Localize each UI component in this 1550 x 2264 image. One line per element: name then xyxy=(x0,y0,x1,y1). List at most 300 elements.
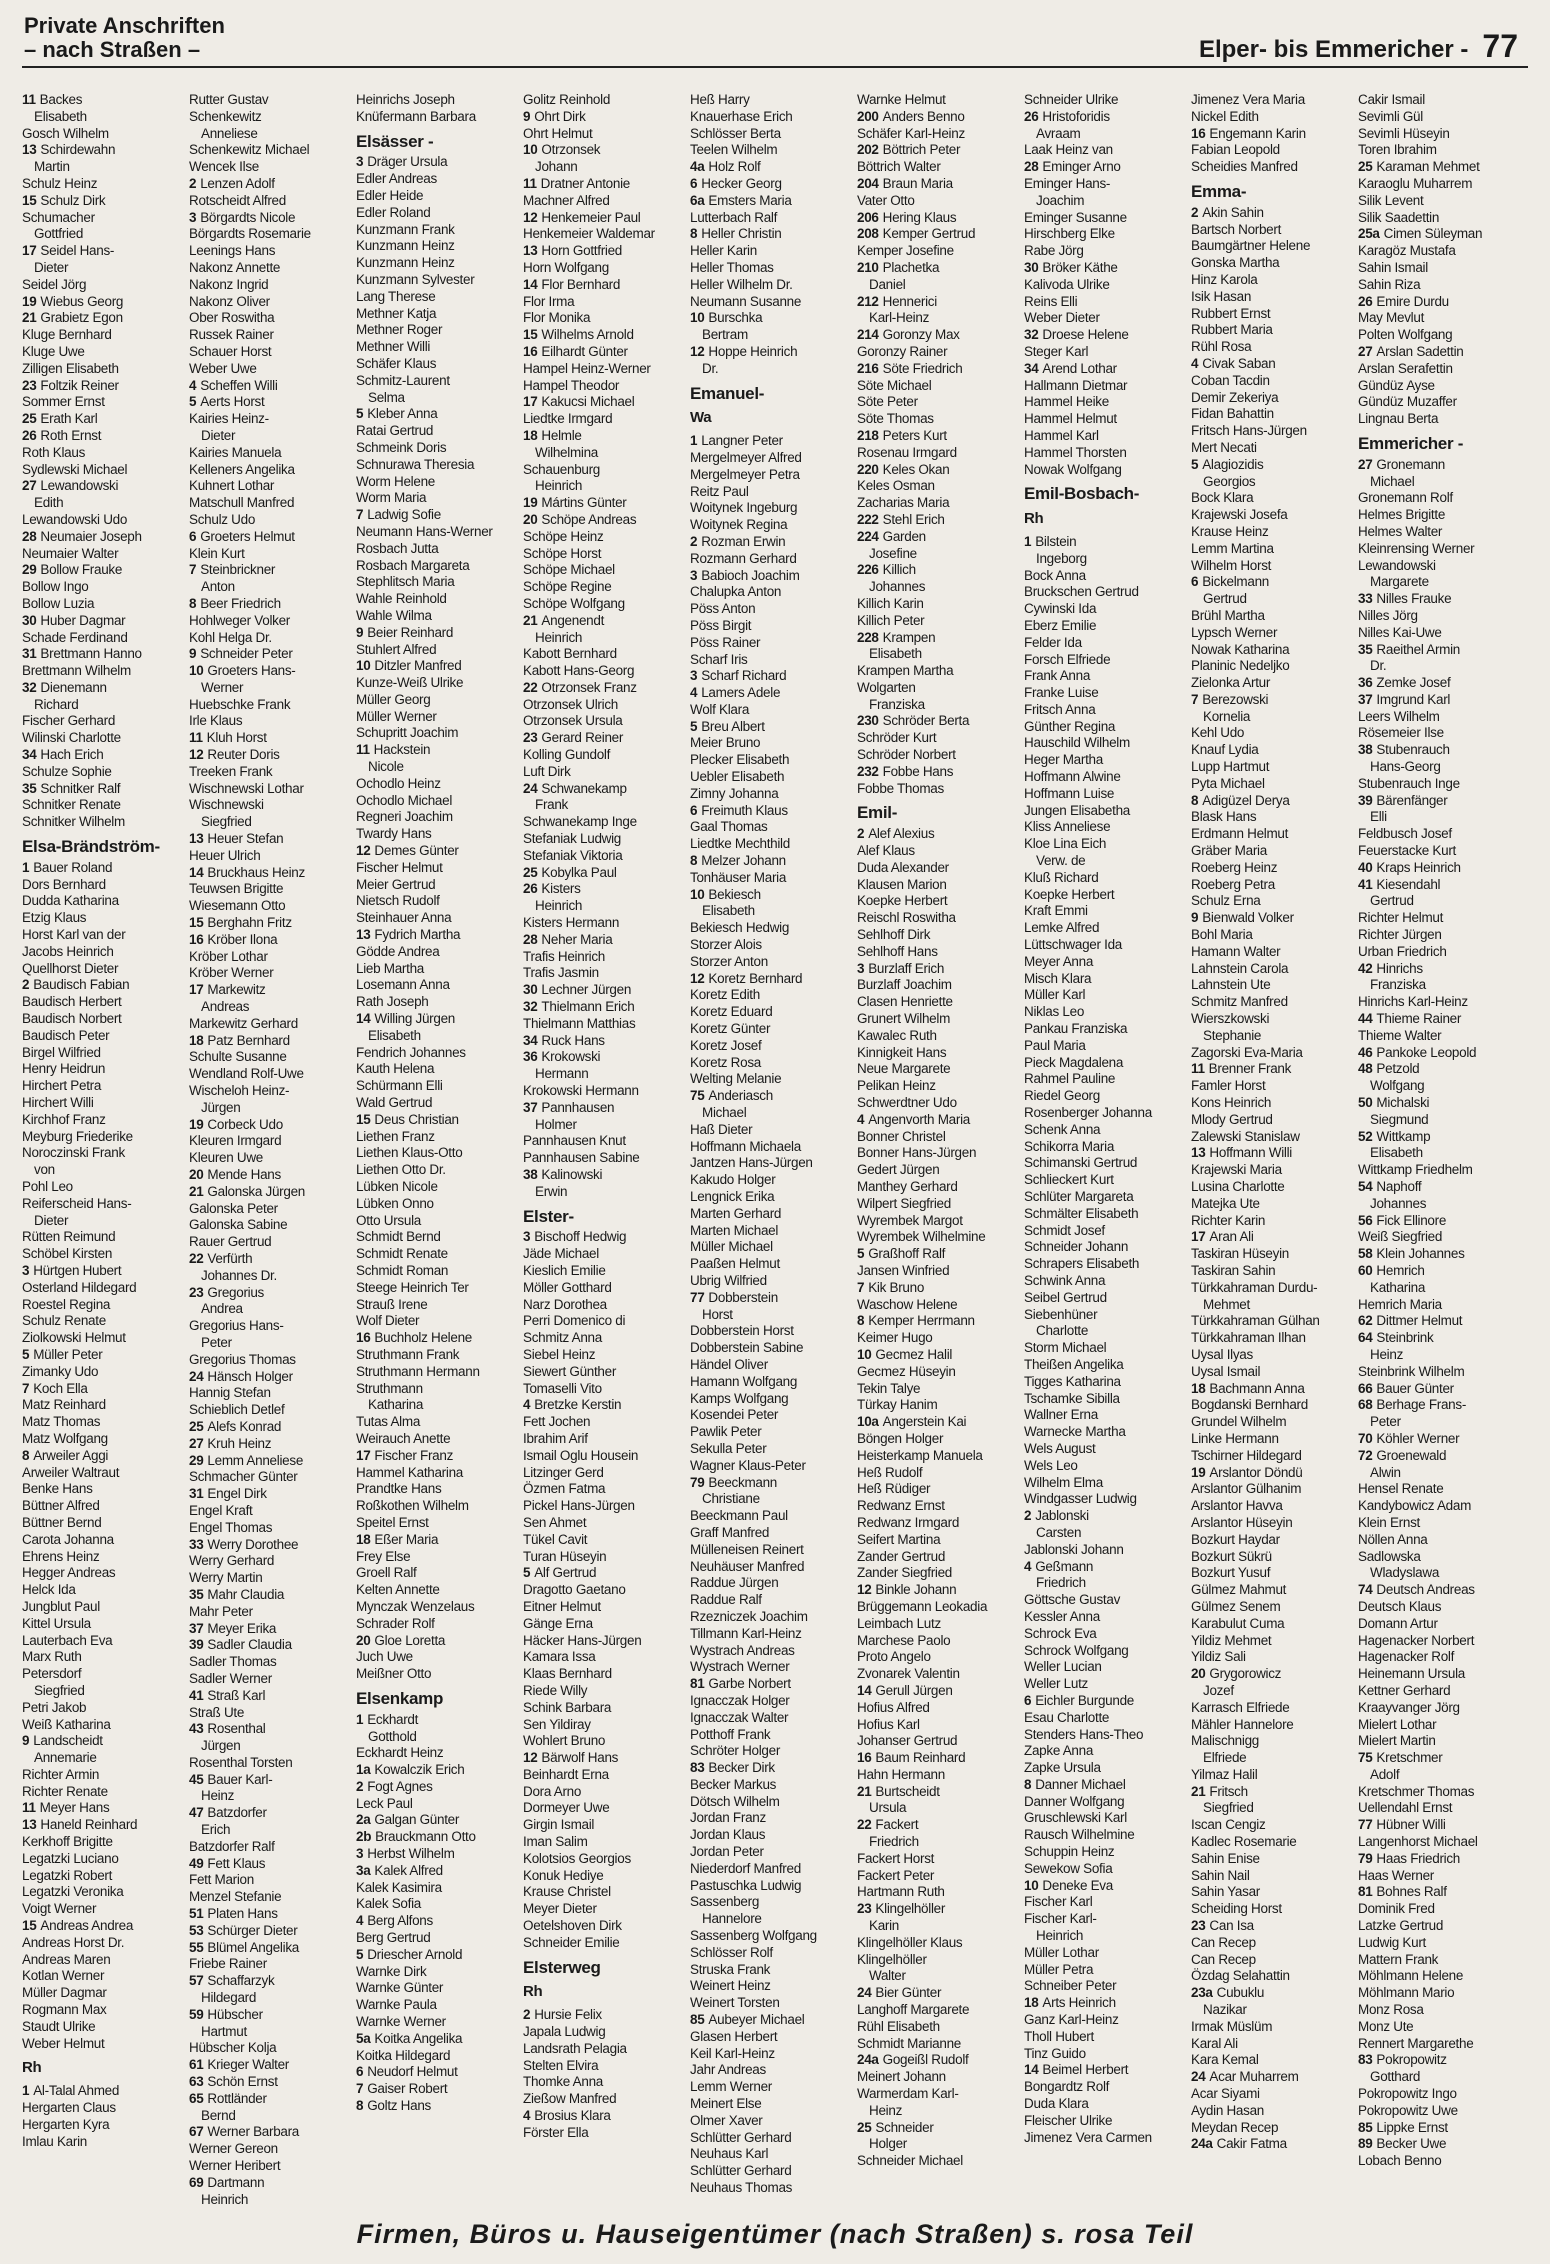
resident-name: Stubenrauch Inge xyxy=(1358,775,1460,791)
entry-continuation: Franziska xyxy=(869,696,925,712)
resident-name: Niklas Leo xyxy=(1024,1004,1085,1020)
resident-entry xyxy=(1191,2069,1358,2086)
house-number: 5 xyxy=(356,406,364,422)
resident-entry xyxy=(22,310,189,327)
entry-continuation: Katharina xyxy=(1370,1279,1426,1295)
resident-name: Pöss Birgit xyxy=(690,617,752,633)
resident-entry xyxy=(857,2036,1024,2053)
resident-entry xyxy=(523,1364,690,1381)
resident-entry xyxy=(1024,1626,1191,1643)
resident-name: Horn Gottfried xyxy=(541,243,623,259)
resident-entry xyxy=(22,1330,189,1347)
resident-name: Meyer Hans xyxy=(39,1800,110,1816)
resident-name: Baudisch Norbert xyxy=(22,1011,122,1027)
resident-entry xyxy=(189,2158,356,2175)
resident-name: Haas Friedrich xyxy=(1376,1850,1460,1866)
resident-name: Hammel Thorsten xyxy=(1024,444,1127,460)
resident-entry xyxy=(690,1626,857,1643)
resident-entry xyxy=(523,1884,690,1901)
resident-entry xyxy=(690,2012,857,2029)
resident-entry xyxy=(1358,1884,1525,1901)
resident-name: Hauschild Wilhelm xyxy=(1024,735,1130,751)
resident-name: Keles Osman xyxy=(857,478,935,494)
resident-name: Kabott Hans-Georg xyxy=(523,663,635,679)
resident-name: Haas Werner xyxy=(1358,1867,1434,1883)
resident-entry xyxy=(523,1347,690,1364)
resident-name: Hammel Katharina xyxy=(356,1464,463,1480)
entry-continuation: Erich xyxy=(201,1822,231,1838)
resident-entry xyxy=(22,394,189,411)
directory-column xyxy=(189,92,356,2207)
entry-continuation: Gertrud xyxy=(1370,893,1414,909)
resident-name: Kleber Anna xyxy=(367,406,438,422)
resident-name: Angenendt xyxy=(541,612,605,628)
house-number: 49 xyxy=(189,1855,204,1871)
resident-entry xyxy=(356,809,523,826)
resident-name: Hofius Karl xyxy=(857,1716,920,1732)
resident-name: Warnke Paula xyxy=(356,1997,437,2013)
resident-entry xyxy=(857,394,1024,411)
resident-name: Weinert Torsten xyxy=(690,1995,780,2011)
resident-entry xyxy=(22,663,189,680)
resident-entry xyxy=(189,277,356,294)
resident-name: Niederdorf Manfred xyxy=(690,1860,801,1876)
resident-entry xyxy=(189,1402,356,1419)
house-number: 3 xyxy=(356,154,364,170)
resident-entry xyxy=(1358,994,1525,1011)
resident-name: Tschirner Hildegard xyxy=(1191,1447,1302,1463)
resident-name: Storm Michael xyxy=(1024,1340,1107,1356)
resident-name: Flor Monika xyxy=(523,310,591,326)
resident-entry xyxy=(1024,462,1191,479)
resident-entry xyxy=(356,238,523,255)
resident-entry xyxy=(189,1251,356,1268)
resident-name: Redwanz Ernst xyxy=(857,1498,945,1514)
resident-name: Dräger Ursula xyxy=(367,154,448,170)
resident-entry xyxy=(523,1297,690,1314)
resident-entry xyxy=(690,1374,857,1391)
resident-name: Verfürth xyxy=(207,1250,253,1266)
resident-name: Eberz Emilie xyxy=(1024,617,1097,633)
resident-name: May Mevlut xyxy=(1358,310,1425,326)
resident-name: Türkkahraman Durdu- xyxy=(1191,1279,1318,1295)
resident-name: Bollow Frauke xyxy=(40,562,123,578)
house-number: 6 xyxy=(690,802,698,818)
resident-entry xyxy=(22,428,189,445)
resident-name: Weller Lutz xyxy=(1024,1676,1088,1692)
entry-continuation: Friedrich xyxy=(869,1834,919,1850)
resident-entry xyxy=(1191,1565,1358,1582)
resident-name: Jäde Michael xyxy=(523,1246,599,1262)
resident-entry xyxy=(1358,1717,1525,1734)
resident-entry xyxy=(22,1061,189,1078)
resident-entry xyxy=(1191,126,1358,143)
resident-name: Wallner Erna xyxy=(1024,1407,1098,1423)
resident-entry xyxy=(356,725,523,742)
resident-entry xyxy=(857,142,1024,159)
resident-name: Schäfer Karl-Heinz xyxy=(857,125,965,141)
resident-name: Lengnick Erika xyxy=(690,1189,775,1204)
resident-entry xyxy=(690,1525,857,1542)
resident-name: Marchese Paolo xyxy=(857,1632,951,1648)
resident-name: Schenkewitz Michael xyxy=(189,142,310,158)
resident-name: Pannhausen Knut xyxy=(523,1133,626,1149)
resident-entry xyxy=(356,1599,523,1616)
resident-name: Bienwald Volker xyxy=(1202,910,1294,926)
resident-entry xyxy=(356,1964,523,1981)
resident-entry xyxy=(690,2146,857,2163)
resident-name: Blümel Angelika xyxy=(207,1939,299,1955)
house-number: 14 xyxy=(356,1011,371,1027)
resident-entry xyxy=(690,1004,857,1021)
resident-entry xyxy=(189,1906,356,1923)
resident-name: Liethen Franz xyxy=(356,1128,435,1144)
resident-name: Ditzler Manfred xyxy=(374,658,462,674)
resident-entry xyxy=(857,462,1024,479)
resident-name: Eitner Helmut xyxy=(523,1598,601,1614)
resident-name: Schneider Johann xyxy=(1024,1239,1129,1255)
resident-name: Kisters Hermann xyxy=(523,915,620,931)
resident-entry xyxy=(690,176,857,193)
resident-name: Schrock Eva xyxy=(1024,1625,1097,1641)
resident-name: Hänsch Holger xyxy=(207,1368,293,1384)
resident-entry xyxy=(523,1414,690,1431)
resident-name: Pieck Magdalena xyxy=(1024,1054,1124,1070)
entry-continuation: Alwin xyxy=(1370,1464,1401,1480)
resident-entry xyxy=(1358,1381,1525,1398)
resident-name: Neumaier Joseph xyxy=(40,528,142,544)
resident-entry xyxy=(1358,310,1525,327)
resident-entry xyxy=(690,260,857,277)
resident-entry xyxy=(690,517,857,534)
resident-name: Freimuth Klaus xyxy=(701,802,788,818)
resident-name: Pannhausen Sabine xyxy=(523,1150,640,1166)
resident-entry xyxy=(1191,306,1358,323)
resident-name: Karabulut Cuma xyxy=(1191,1615,1285,1631)
resident-name: Binkle Johann xyxy=(875,1582,957,1598)
resident-entry xyxy=(690,1424,857,1441)
resident-entry xyxy=(22,1246,189,1263)
resident-name: Krause Heinz xyxy=(1191,523,1269,539)
resident-entry xyxy=(1358,1179,1525,1196)
resident-name: Schmälter Elisabeth xyxy=(1024,1205,1139,1221)
resident-entry xyxy=(1191,1884,1358,1901)
resident-entry xyxy=(1358,1028,1525,1045)
resident-entry xyxy=(857,1465,1024,1482)
resident-entry xyxy=(356,1179,523,1196)
resident-entry xyxy=(1191,524,1358,541)
resident-entry xyxy=(356,1515,523,1532)
resident-name: Fritsch Hans-Jürgen xyxy=(1191,423,1307,439)
resident-name: Lauterbach Eva xyxy=(22,1632,113,1648)
resident-name: Pelikan Heinz xyxy=(857,1078,936,1094)
resident-entry xyxy=(857,1448,1024,1465)
resident-entry xyxy=(356,373,523,390)
resident-name: Türkkahraman Ilhan xyxy=(1191,1330,1306,1346)
resident-entry xyxy=(1024,1407,1191,1424)
resident-entry xyxy=(22,1229,189,1246)
footer-note: Firmen, Büros u. Hauseigentümer (nach Straßen) s. rosa Teil xyxy=(356,2219,1194,2249)
resident-entry xyxy=(356,490,523,507)
resident-name: Scheidies Manfred xyxy=(1191,159,1298,175)
resident-entry xyxy=(1358,524,1525,541)
resident-name: Struska Frank xyxy=(690,1961,771,1977)
resident-name: Ludwig Kurt xyxy=(1358,1934,1426,1950)
resident-name: Coban Tacdin xyxy=(1191,372,1270,388)
resident-name: Gänge Erna xyxy=(523,1615,593,1631)
resident-name: Langenhorst Michael xyxy=(1358,1834,1478,1850)
resident-entry xyxy=(356,2098,523,2115)
resident-name: Zagorski Eva-Maria xyxy=(1191,1044,1303,1060)
resident-entry xyxy=(1024,2096,1191,2113)
resident-entry xyxy=(22,546,189,563)
resident-entry xyxy=(189,210,356,227)
resident-name: Heinemann Ursula xyxy=(1358,1666,1466,1682)
resident-entry xyxy=(523,546,690,563)
resident-entry xyxy=(22,630,189,647)
house-number: 18 xyxy=(523,427,538,443)
resident-name: Riedel Georg xyxy=(1024,1088,1100,1104)
entry-continuation: Charlotte xyxy=(1036,1323,1089,1339)
resident-entry xyxy=(22,1397,189,1414)
resident-entry xyxy=(1024,1894,1191,1911)
resident-name: Berghahn Fritz xyxy=(207,915,292,931)
resident-name: Karrasch Elfriede xyxy=(1191,1699,1290,1715)
resident-entry xyxy=(22,512,189,529)
resident-name: Henry Heidrun xyxy=(22,1061,106,1077)
resident-name: Sydlewski Michael xyxy=(22,461,128,477)
resident-name: Frey Else xyxy=(356,1548,411,1564)
house-number: 43 xyxy=(189,1721,204,1737)
resident-name: Fabian Leopold xyxy=(1191,142,1280,158)
house-number: 10 xyxy=(189,663,204,679)
resident-name: Russek Rainer xyxy=(189,327,274,343)
resident-entry xyxy=(523,1431,690,1448)
resident-entry xyxy=(189,1369,356,1386)
house-number: 7 xyxy=(356,507,364,523)
resident-entry xyxy=(22,1851,189,1868)
resident-entry xyxy=(1358,1582,1525,1599)
resident-entry xyxy=(189,1503,356,1520)
resident-name: Wyrembek Margot xyxy=(857,1212,963,1228)
resident-name: Losemann Anna xyxy=(356,977,450,993)
resident-name: Steinbrink Wilhelm xyxy=(1358,1363,1465,1379)
resident-name: Fischer Karl- xyxy=(1024,1911,1097,1927)
resident-name: Schneider Ulrike xyxy=(1024,92,1119,107)
resident-name: Graff Manfred xyxy=(690,1524,770,1540)
resident-entry xyxy=(22,613,189,630)
resident-name: Böttrich Walter xyxy=(857,159,941,175)
resident-name: Kunzmann Heinz xyxy=(356,238,455,254)
resident-name: Becker Dirk xyxy=(708,1760,775,1776)
resident-name: Siebenhüner xyxy=(1024,1306,1098,1322)
resident-name: Groenewald xyxy=(1376,1447,1447,1463)
resident-entry xyxy=(356,1565,523,1582)
resident-entry xyxy=(1358,243,1525,260)
directory-column xyxy=(22,92,189,2188)
resident-name: Eminger Hans- xyxy=(1024,175,1111,191)
resident-entry xyxy=(690,568,857,585)
resident-name: Woitynek Ingeburg xyxy=(690,500,798,516)
resident-name: Emire Durdu xyxy=(1376,293,1449,309)
resident-name: Schmitz-Laurent xyxy=(356,372,450,388)
house-number: 11 xyxy=(1191,1061,1205,1077)
resident-name: Clasen Henriette xyxy=(857,994,953,1010)
resident-entry xyxy=(1191,1901,1358,1918)
resident-name: Ubrig Wilfried xyxy=(690,1272,767,1288)
resident-entry xyxy=(1191,742,1358,759)
resident-name: Reiferscheid Hans- xyxy=(22,1195,132,1211)
entry-continuation: Werner xyxy=(201,679,244,695)
resident-entry xyxy=(690,310,857,327)
resident-name: Matz Reinhard xyxy=(22,1397,106,1413)
resident-entry xyxy=(857,663,1024,680)
resident-entry xyxy=(1024,568,1191,585)
resident-entry xyxy=(1191,507,1358,524)
house-number: 16 xyxy=(1191,125,1206,141)
entry-continuation: Dr. xyxy=(702,360,719,376)
resident-name: Gündüz Ayse xyxy=(1358,377,1435,393)
resident-name: Arend Lothar xyxy=(1042,360,1117,376)
resident-entry xyxy=(1024,1491,1191,1508)
resident-name: Laak Heinz van xyxy=(1024,142,1113,158)
resident-name: Schulz Dirk xyxy=(40,192,106,208)
house-number: 218 xyxy=(857,427,879,443)
resident-entry xyxy=(1024,618,1191,635)
entry-continuation: Ursula xyxy=(869,1800,907,1816)
resident-entry xyxy=(1024,584,1191,601)
house-number: 24 xyxy=(1191,2069,1206,2085)
resident-entry xyxy=(189,445,356,462)
resident-name: Nietsch Rudolf xyxy=(356,893,440,909)
resident-name: Rotscheidt Alfred xyxy=(189,192,286,208)
resident-entry xyxy=(1358,558,1525,575)
resident-entry xyxy=(690,719,857,736)
resident-name: Stelten Elvira xyxy=(523,2057,599,2073)
resident-name: Silik Saadettin xyxy=(1358,209,1440,225)
resident-entry xyxy=(22,92,189,109)
resident-name: Hemrich Maria xyxy=(1358,1296,1442,1312)
resident-name: Eckhardt Heinz xyxy=(356,1745,444,1761)
resident-name: Gloe Loretta xyxy=(374,1632,446,1648)
resident-name: Monz Ute xyxy=(1358,2018,1414,2034)
resident-entry xyxy=(690,142,857,159)
resident-entry xyxy=(857,910,1024,927)
resident-entry xyxy=(189,1033,356,1050)
resident-name: Seidel Hans- xyxy=(40,243,115,259)
resident-entry xyxy=(857,1884,1024,1901)
resident-name: Koretz Edith xyxy=(690,987,760,1003)
resident-name: Liedtke Mechthild xyxy=(690,836,790,852)
resident-name: Stefaniak Ludwig xyxy=(523,831,622,847)
resident-entry xyxy=(1024,2012,1191,2029)
resident-name: Dobberstein Horst xyxy=(690,1323,794,1339)
resident-name: Fick Ellinore xyxy=(1376,1212,1447,1228)
resident-entry xyxy=(1358,361,1525,378)
house-number: 214 xyxy=(857,327,879,343)
house-number: 6 xyxy=(1024,1692,1032,1708)
resident-entry xyxy=(22,210,189,227)
resident-entry xyxy=(1191,423,1358,440)
resident-entry xyxy=(1024,601,1191,618)
resident-entry xyxy=(857,1532,1024,1549)
resident-entry xyxy=(523,126,690,143)
resident-entry xyxy=(523,1150,690,1167)
resident-entry xyxy=(1024,1021,1191,1038)
resident-name: Schneider Peter xyxy=(200,646,293,662)
resident-name: Büttner Alfred xyxy=(22,1498,100,1514)
resident-name: Breu Albert xyxy=(701,718,765,734)
resident-entry xyxy=(1024,735,1191,752)
resident-entry xyxy=(1024,1810,1191,1827)
house-number: 21 xyxy=(22,310,37,326)
house-number: 10 xyxy=(356,658,371,674)
resident-name: Feuerstacke Kurt xyxy=(1358,843,1456,859)
resident-entry xyxy=(1358,1498,1525,1515)
house-number: 83 xyxy=(690,1760,705,1776)
resident-name: Manthey Gerhard xyxy=(857,1179,958,1194)
resident-entry xyxy=(523,1633,690,1650)
resident-entry xyxy=(356,860,523,877)
house-number: 1 xyxy=(356,1711,364,1727)
resident-entry xyxy=(523,1733,690,1750)
house-number: 31 xyxy=(22,646,37,662)
resident-entry xyxy=(356,910,523,927)
resident-name: Methner Katja xyxy=(356,305,437,321)
resident-entry xyxy=(523,646,690,663)
resident-name: Bekiesch xyxy=(708,886,761,902)
resident-entry xyxy=(356,1532,523,1549)
resident-entry xyxy=(22,1011,189,1028)
resident-entry xyxy=(356,406,523,423)
resident-name: Schlösser Rolf xyxy=(690,1944,773,1960)
resident-name: Yildiz Mehmet xyxy=(1191,1632,1272,1648)
resident-entry xyxy=(1191,927,1358,944)
entry-continuation: Dieter xyxy=(34,259,69,275)
house-number: 10 xyxy=(690,886,705,902)
resident-name: Burzlaff Erich xyxy=(868,960,945,976)
resident-entry xyxy=(1191,776,1358,793)
resident-entry xyxy=(1024,1290,1191,1307)
resident-name: Kelleners Angelika xyxy=(189,461,295,477)
resident-entry xyxy=(857,92,1024,109)
resident-entry xyxy=(523,1565,690,1582)
resident-entry xyxy=(1358,394,1525,411)
resident-entry xyxy=(523,1582,690,1599)
resident-name: Legatzki Veronika xyxy=(22,1884,124,1900)
resident-name: Can Recep xyxy=(1191,1951,1256,1967)
house-number: 15 xyxy=(22,1918,37,1934)
resident-entry xyxy=(189,898,356,915)
resident-name: Schmeink Doris xyxy=(356,439,447,455)
resident-entry xyxy=(690,668,857,685)
resident-entry xyxy=(690,2046,857,2063)
resident-name: Bärwolf Hans xyxy=(541,1750,619,1766)
house-number: 79 xyxy=(1358,1850,1373,1866)
resident-entry xyxy=(857,596,1024,613)
resident-name: Steege Heinrich Ter xyxy=(356,1279,469,1295)
resident-name: Matz Thomas xyxy=(22,1414,101,1430)
resident-entry xyxy=(690,500,857,517)
resident-name: Schmidt Josef xyxy=(1024,1222,1105,1238)
resident-name: Schwanekamp Inge xyxy=(523,814,637,830)
resident-entry xyxy=(857,109,1024,126)
resident-entry xyxy=(690,467,857,484)
resident-entry xyxy=(857,764,1024,781)
house-number: 4 xyxy=(189,377,197,393)
resident-name: Neumaier Walter xyxy=(22,545,119,561)
resident-name: Knüfermann Barbara xyxy=(356,108,476,124)
